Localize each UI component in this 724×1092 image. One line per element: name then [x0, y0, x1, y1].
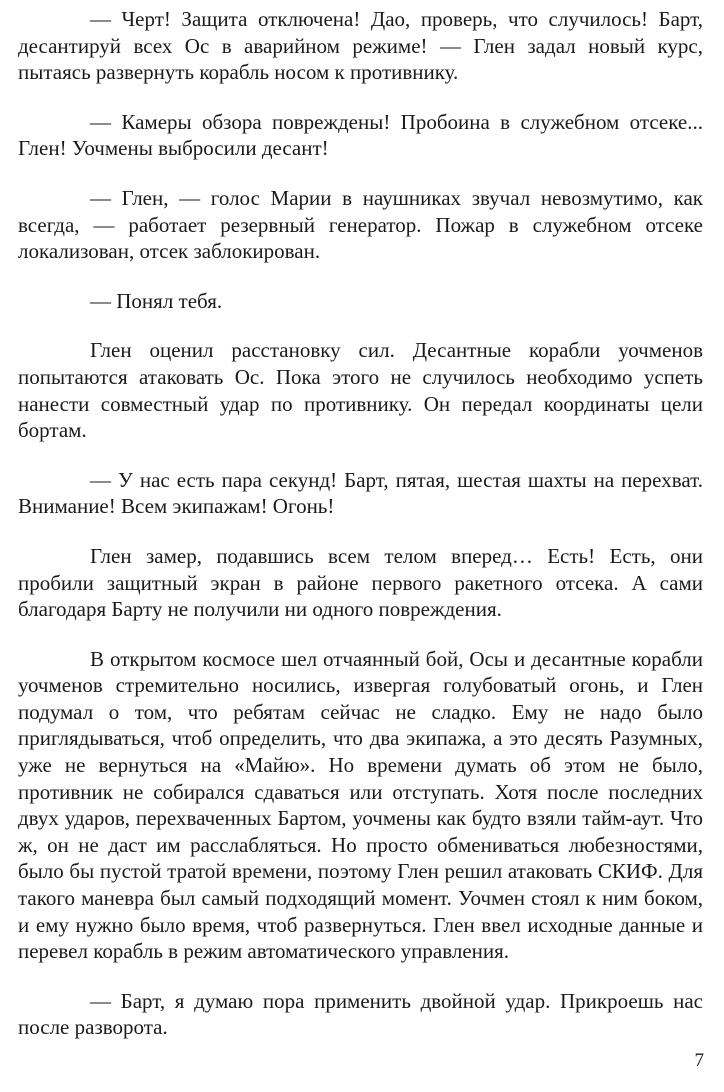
paragraph-9: — Барт, я думаю пора применить двойной удар. Прикроешь нас после разворота.: [18, 988, 703, 1040]
paragraph-6: — У нас есть пара секунд! Барт, пятая, шестая шахты на перехват. Внимание! Всем экипажам! Огонь!: [18, 467, 703, 519]
paragraph-2: — Камеры обзора повреждены! Пробоина в служебном отсеке... Глен! Уочмены выбросили десант!: [18, 109, 703, 161]
page-number: 7: [694, 1050, 704, 1071]
paragraph-3: — Глен, — голос Марии в наушниках звучал невозмутимо, как всегда, — работает резервный генератор. Пожар в служебном отсеке локализован, отсек заблокирован.: [18, 185, 703, 264]
paragraph-4: — Понял тебя.: [90, 288, 223, 313]
page-text: [18, 6, 703, 1064]
paragraph-5: Глен оценил расстановку сил. Десантные корабли уочменов попытаются атаковать Ос. Пока этого не случилось необходимо успеть нанести совместный удар по противнику. Он передал координаты цели бортам.: [18, 338, 703, 443]
paragraph-8: В открытом космосе шел отчаянный бой, Осы и десантные корабли уочменов стремительно носились, извергая голубоватый огонь, и Глен подумал о том, что ребятам сейчас не сладко. Ему не надо было приглядываться, чтоб определить, что два экипажа, а это десять Разумных, уже не вернуться на «Майю». Но времени думать об этом не было, противник не собирался сдаваться или отступать. Хотя после последних двух ударов, перехваченных Бартом, уочмены как будто взяли тайм-аут. Что ж, он не даст им расслабляться. Но просто обмениваться любезностями, было бы пустой тратой времени, поэтому Глен решил атаковать СКИФ. Для такого маневра был самый подходящий момент. Уочмен стоял к ним боком, и ему нужно было время, чтоб развернуться. Глен ввел исходные данные и перевел корабль в режим автоматического управления.: [18, 646, 703, 964]
paragraph-7: Глен замер, подавшись всем телом вперед… Есть! Есть, они пробили защитный экран в районе первого ракетного отсека. А сами благодаря Барту не получили ни одного повреждения.: [18, 543, 703, 622]
paragraph-1: — Черт! Защита отключена! Дао, проверь, что случилось! Барт, десантируй всех Ос в аварийном режиме! — Глен задал новый курс, пытаясь развернуть корабль носом к противнику.: [18, 7, 703, 85]
